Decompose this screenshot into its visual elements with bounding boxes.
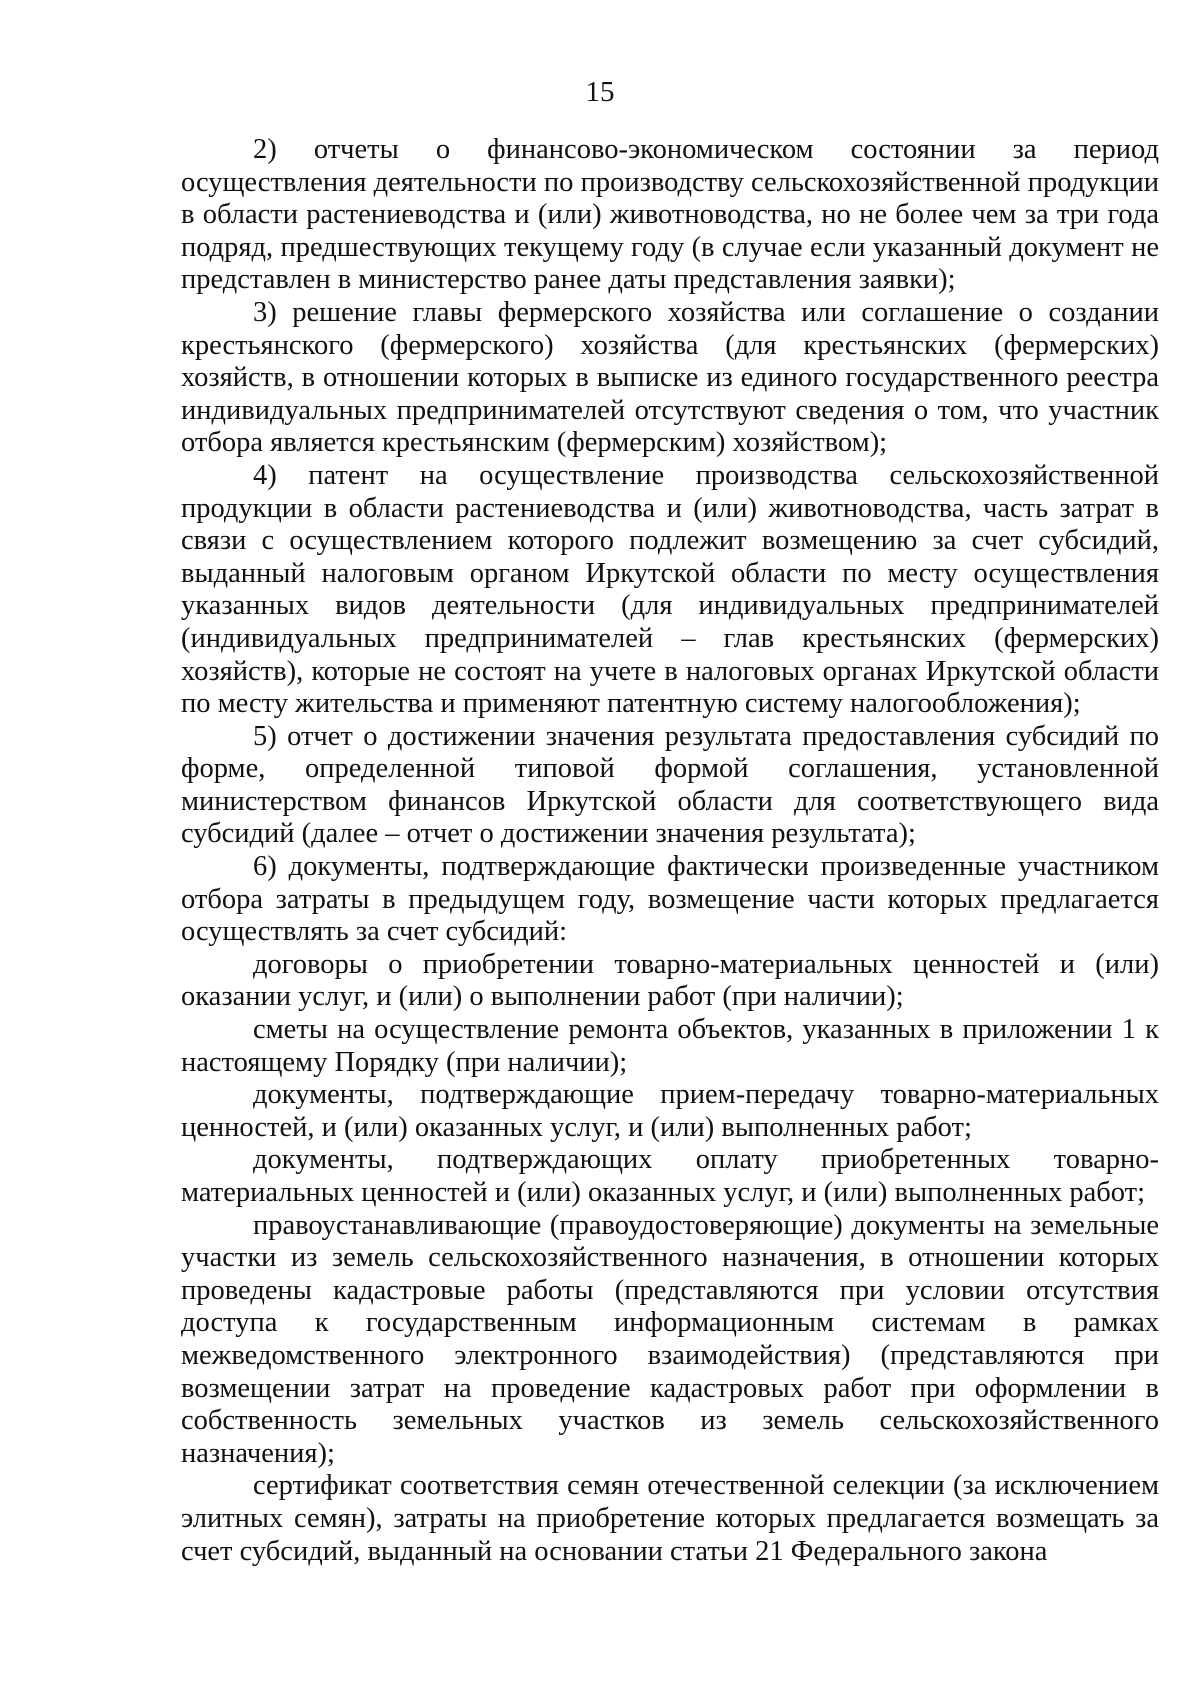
paragraph-seed-certificate: сертификат соответствия семян отечественной селекции (за исключением элитных семян), затраты на приобретение которых предлагается возмещать за счет субсидий, выданный на основании статьи 21 Федерального закона <box>181 1470 1159 1567</box>
document-body <box>181 134 1159 1568</box>
paragraph-item-2: 2) отчеты о финансово-экономическом состоянии за период осуществления деятельности по производству сельскохозяйственной продукции в области растениеводства и (или) животноводства, но не более чем за три года подряд, предшествующих текущему году (в случае если указанный документ не представлен в министерство ранее даты представления заявки); <box>181 134 1159 296</box>
page-number: 15 <box>585 76 615 108</box>
paragraph-contracts: договоры о приобретении товарно-материальных ценностей и (или) оказании услуг, и (или) о выполнении работ (при наличии); <box>181 948 1159 1013</box>
paragraph-estimates: сметы на осуществление ремонта объектов, указанных в приложении 1 к настоящему Порядку (при наличии); <box>181 1014 1159 1078</box>
paragraph-land-title-docs: правоустанавливающие (правоудостоверяющие) документы на земельные участки из земель сельскохозяйственного назначения, в отношении которых проведены кадастровые работы (представляются при условии отсутствия доступа к государственным информационным системам в рамках межведомственного электронного взаимодействия) (представляются при возмещении затрат на проведение кадастровых работ при оформлении в собственность земельных участков из земель сельскохозяйственного назначения); <box>181 1209 1159 1469</box>
paragraph-acceptance-docs: документы, подтверждающие прием-передачу товарно-материальных ценностей, и (или) оказанных услуг, и (или) выполненных работ; <box>181 1079 1159 1143</box>
paragraph-item-6: 6) документы, подтверждающие фактически произведенные участником отбора затраты в предыдущем году, возмещение части которых предлагается осуществлять за счет субсидий: <box>181 851 1159 948</box>
paragraph-item-3: 3) решение главы фермерского хозяйства или соглашение о создании крестьянского (фермерского) хозяйства (для крестьянских (фермерских) хозяйств, в отношении которых в выписке из единого государственного реестра индивидуальных предпринимателей отсутствуют сведения о том, что участник отбора является крестьянским (фермерским) хозяйством); <box>181 296 1159 459</box>
paragraph-item-5: 5) отчет о достижении значения результата предоставления субсидий по форме, определенной типовой формой соглашения, установленной министерством финансов Иркутской области для соответствующего вида субсидий (далее – отчет о достижении значения результата); <box>181 720 1159 850</box>
paragraph-item-4: 4) патент на осуществление производства сельскохозяйственной продукции в области растениеводства и (или) животноводства, часть затрат в связи с осуществлением которого подлежит возмещению за счет субсидий, выданный налоговым органом Иркутской области по месту осуществления указанных видов деятельности (для индивидуальных предпринимателей (индивидуальных предпринимателей – глав крестьянских (фермерских) хозяйств), которые не состоят на учете в налоговых органах Иркутской области по месту жительства и применяют патентную систему налогообложения); <box>181 459 1159 720</box>
paragraph-payment-docs: документы, подтверждающих оплату приобретенных товарно-материальных ценностей и (или) оказанных услуг, и (или) выполненных работ; <box>181 1144 1159 1208</box>
